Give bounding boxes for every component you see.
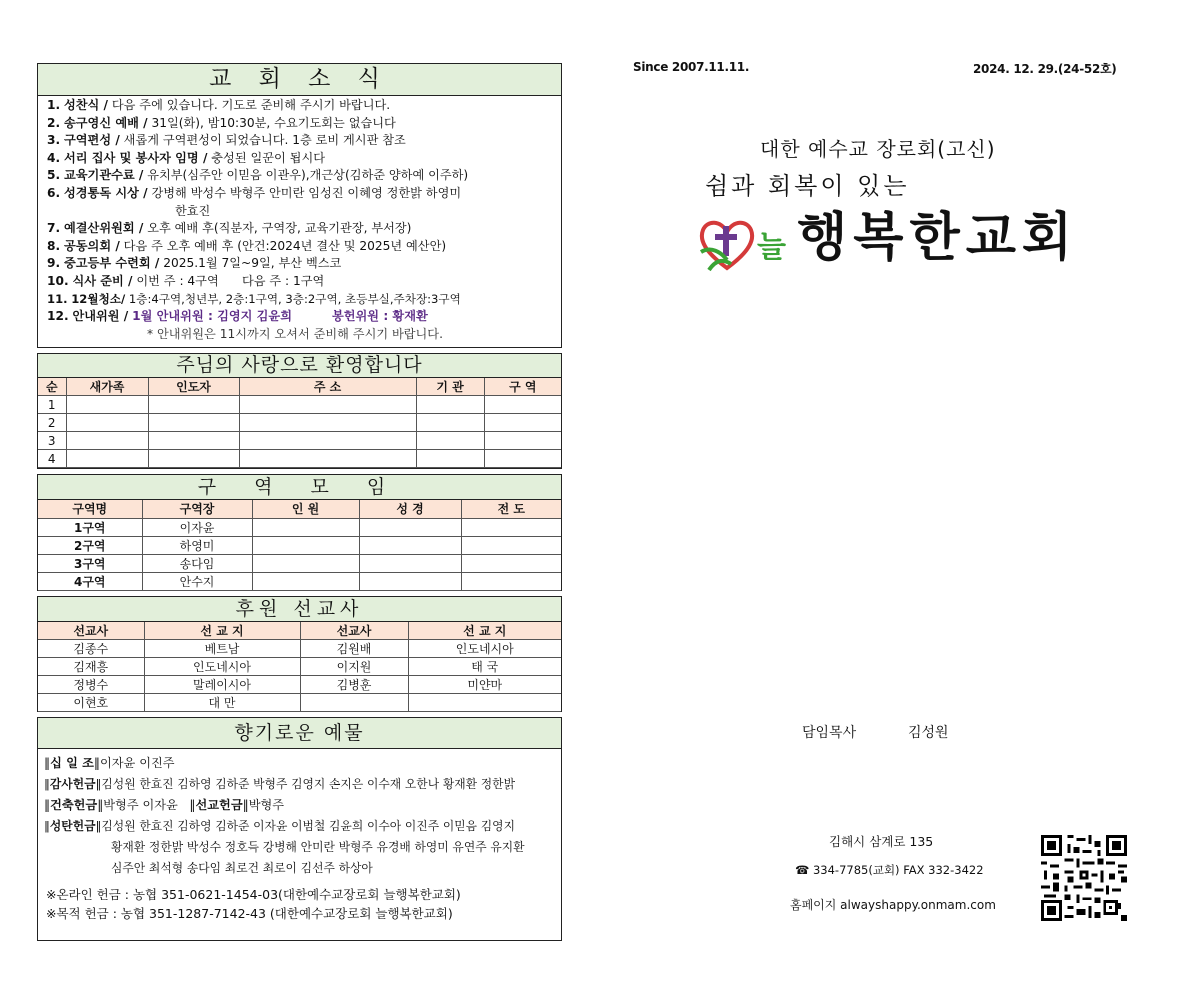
news-item-1: 1. 성찬식 / 다음 주에 있습니다. 기도로 준비해 주시기 바랍니다. — [47, 98, 391, 112]
offering-server-names: 봉헌위원 : 황재환 — [331, 309, 428, 324]
church-news-section — [37, 63, 562, 348]
thanks-offering-row: ‖감사헌금‖김성원 한효진 김하영 김하준 박형주 김영지 손지은 이수재 오한나 황재환 정한밝 — [44, 777, 515, 791]
district-table — [38, 500, 561, 591]
table-row: 1 — [38, 396, 561, 414]
welcome-section — [37, 353, 562, 469]
col-header-address: 주 소 — [239, 378, 416, 396]
news-item-7: 7. 예결산위원회 / 오후 예배 후(직분자, 구역장, 교육기관장, 부서장) — [47, 221, 412, 236]
table-row: 1구역 이자윤 — [38, 518, 561, 536]
news-item-5: 5. 교육기관수료 / 유치부(심주안 이믿음 이관우),개근상(김하준 양하예 이주하) — [47, 168, 469, 183]
news-item-8: 8. 공동의회 / 다음 주 오후 예배 후 (안건:2024년 결산 및 2025년 예산안) — [47, 238, 447, 253]
table-row: 2 — [38, 414, 561, 432]
col-header-mission-field: 선 교 지 — [144, 622, 300, 640]
table-row: 3구역 송다임 — [38, 554, 561, 572]
church-homepage: 홈페이지 alwayshappy.onmam.com — [790, 898, 996, 912]
new-family-table — [38, 378, 561, 468]
table-row: 이현호 대 만 — [38, 694, 561, 712]
purpose-offering-account: ※목적 헌금 : 농협 351-1287-7142-43 (대한예수교장로회 늘행복한교회) — [46, 906, 453, 921]
church-address: 김해시 삼계로 135 — [829, 834, 934, 849]
tithe-row: ‖십 일 조‖이자윤 이진주 — [44, 756, 175, 770]
building-offering-row: ‖건축헌금‖박형주 이자윤 ‖선교헌금‖박형주 — [44, 798, 285, 812]
welcome-title: 주님의 사랑으로 환영합니다 — [38, 354, 561, 378]
heart-cross-logo-icon — [697, 212, 757, 274]
col-header-missionary-2: 선교사 — [300, 622, 408, 640]
table-row: 2구역 하영미 — [38, 536, 561, 554]
news-item-6: 6. 성경통독 시상 / 강병해 박성수 박형주 안미란 임성진 이혜영 정한밝 하영미 — [47, 185, 462, 200]
col-header-district-name: 구역명 — [38, 500, 142, 518]
news-item-6-continued: 한효진 — [175, 203, 211, 218]
pastor-role: 담임목사 — [802, 725, 857, 741]
usher-note: * 안내위원은 11시까지 오셔서 준비해 주시기 바랍니다. — [147, 326, 443, 341]
qr-code-icon — [1041, 835, 1127, 921]
news-item-4: 4. 서리 집사 및 봉사자 임명 / 충성된 일꾼이 됩시다 — [47, 150, 325, 165]
online-offering-account: ※온라인 헌금 : 농협 351-0621-1454-03(대한예수교장로회 늘행복한교회) — [46, 887, 461, 902]
church-logo — [697, 212, 797, 274]
news-item-11: 11. 12월청소/ 1층:4구역,청년부, 2층:1구역, 3층:2구역, 초등부실,주차장:3구역 — [47, 291, 461, 306]
col-header-mission-field-2: 선 교 지 — [408, 622, 561, 640]
col-header-seq: 순 — [38, 378, 66, 396]
news-item-2: 2. 송구영신 예배 / 31일(화), 밤10:30분, 수요기도회는 없습니다 — [47, 115, 396, 130]
missionaries-table — [38, 622, 561, 712]
issue-date: 2024. 12. 29.(24-52호) — [973, 62, 1117, 76]
qr-code[interactable] — [1041, 835, 1127, 921]
church-news-title: 교 회 소 식 — [38, 64, 561, 96]
offering-title: 향기로운 예물 — [38, 718, 561, 749]
col-header-bible: 성 경 — [359, 500, 461, 518]
missionaries-title: 후원 선교사 — [38, 597, 561, 622]
col-header-guide: 인도자 — [148, 378, 239, 396]
table-row: 김종수 베트남 김원배 인도네시아 — [38, 640, 561, 658]
district-meeting-section — [37, 474, 562, 591]
account-info — [38, 879, 561, 923]
col-header-attendance: 인 원 — [252, 500, 359, 518]
col-header-evangelism: 전 도 — [461, 500, 561, 518]
col-header-district: 구 역 — [484, 378, 561, 396]
since-date: Since 2007.11.11. — [633, 60, 750, 74]
table-row: 김재흥 인도네시아 이지원 태 국 — [38, 658, 561, 676]
offering-list — [38, 749, 561, 879]
denomination: 대한 예수교 장로회(고신) — [760, 137, 996, 161]
news-item-12: 12. 안내위원 / 1월 안내위원 : 김영지 김윤희 봉헌위원 : 황재환 — [47, 309, 428, 324]
news-item-3: 3. 구역편성 / 새롭게 구역편성이 되었습니다. 1층 로비 게시판 참조 — [47, 133, 406, 148]
district-meeting-title: 구 역 모 임 — [38, 475, 561, 500]
church-name: 행복한교회 — [797, 208, 1079, 268]
table-row: 4구역 안수지 — [38, 572, 561, 590]
logo-small-text: 늘 — [757, 230, 786, 265]
col-header-new-family: 새가족 — [66, 378, 148, 396]
table-row: 4 — [38, 450, 561, 468]
col-header-missionary: 선교사 — [38, 622, 144, 640]
col-header-department: 기 관 — [416, 378, 484, 396]
usher-names: 1월 안내위원 : 김영지 김윤희 — [132, 309, 292, 324]
offering-section — [37, 717, 562, 941]
news-item-10: 10. 식사 준비 / 이번 주 : 4구역 다음 주 : 1구역 — [47, 273, 325, 288]
table-row: 3 — [38, 432, 561, 450]
church-news-list — [38, 96, 561, 343]
christmas-offering-row: ‖성탄헌금‖김성원 한효진 김하영 김하준 이자윤 이범철 김윤희 이수아 이진주 이믿음 김영지 — [44, 819, 515, 833]
church-phone: ☎ 334-7785(교회) FAX 332-3422 — [795, 863, 984, 877]
missionaries-section — [37, 596, 562, 712]
col-header-district-leader: 구역장 — [142, 500, 252, 518]
pastor-name: 김성원 — [908, 725, 949, 741]
news-item-9: 9. 중고등부 수련회 / 2025.1월 7일~9일, 부산 벡스코 — [47, 256, 342, 271]
christmas-offering-row-2: 황재환 정한밝 박성수 정호득 강병해 안미란 박형주 유경배 하영미 유연주 유지환 — [111, 840, 525, 854]
slogan: 쉼과 회복이 있는 — [705, 172, 910, 200]
table-row: 정병수 말레이시아 김병훈 미얀마 — [38, 676, 561, 694]
christmas-offering-row-3: 심주안 최석형 송다임 최로건 최로이 김선주 하상아 — [111, 861, 373, 875]
